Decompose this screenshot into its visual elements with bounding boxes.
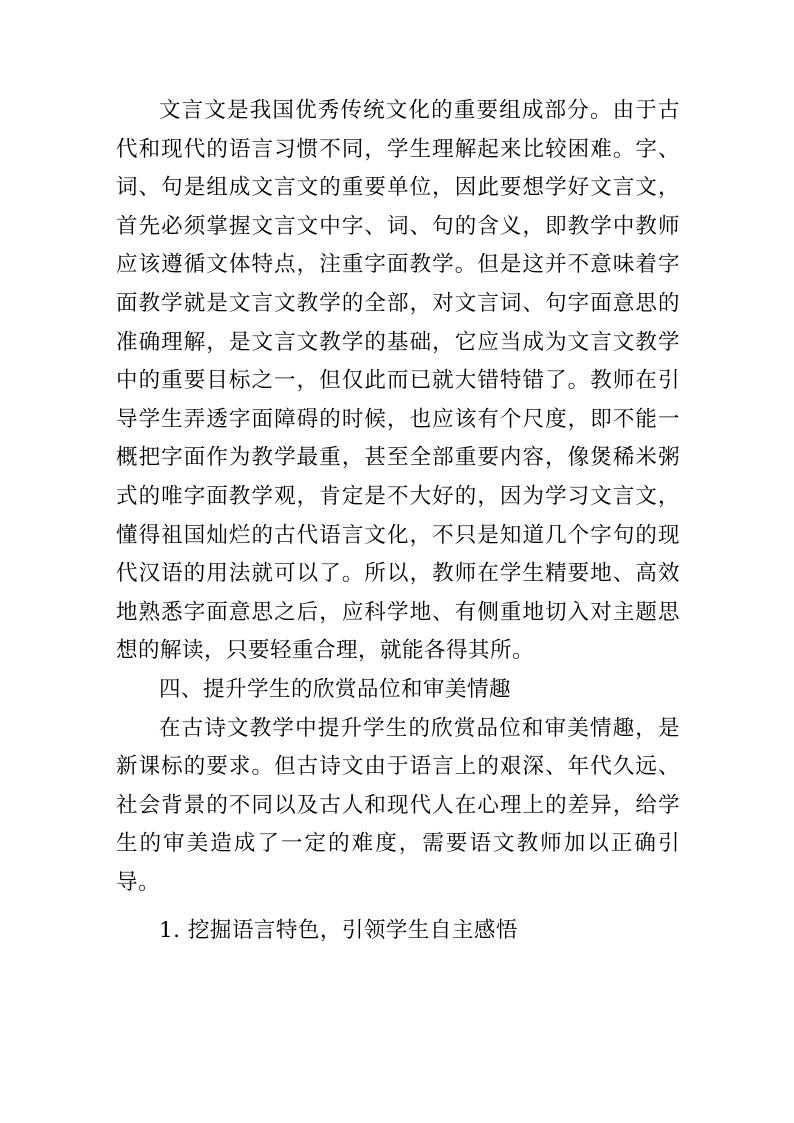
document-page [116, 92, 680, 951]
section-heading: 四、提升学生的欣赏品位和审美情趣 [159, 676, 512, 702]
body-paragraph: 在古诗文教学中提升学生的欣赏品位和审美情趣，是新课标的要求。但古诗文由于语言上的艰深、年代久远、社会背景的不同以及古人和现代人在心理上的差异，给学生的审美造成了一定的难度，需要语文教师加以正确引导。 [116, 715, 680, 895]
subsection-heading: 1. 挖掘语言特色，引领学生自主感悟 [159, 918, 518, 944]
body-paragraph: 文言文是我国优秀传统文化的重要组成部分。由于古代和现代的语言习惯不同，学生理解起来比较困难。字、词、句是组成文言文的重要单位，因此要想学好文言文，首先必须掌握文言文中字、词、句的含义，即教学中教师应该遵循文体特点，注重字面教学。但是这并不意味着字面教学就是文言文教学的全部，对文言词、句字面意思的准确理解，是文言文教学的基础，它应当成为文言文教学中的重要目标之一，但仅此而已就大错特错了。教师在引导学生弄透字面障碍的时候，也应该有个尺度，即不能一概把字面作为教学最重，甚至全部重要内容，像煲稀米粥式的唯字面教学观，肯定是不大好的，因为学习文言文，懂得祖国灿烂的古代语言文化，不只是知道几个字句的现代汉语的用法就可以了。所以，教师在学生精要地、高效地熟悉字面意思之后，应科学地、有侧重地切入对主题思想的解读，只要轻重合理，就能各得其所。 [116, 98, 680, 664]
